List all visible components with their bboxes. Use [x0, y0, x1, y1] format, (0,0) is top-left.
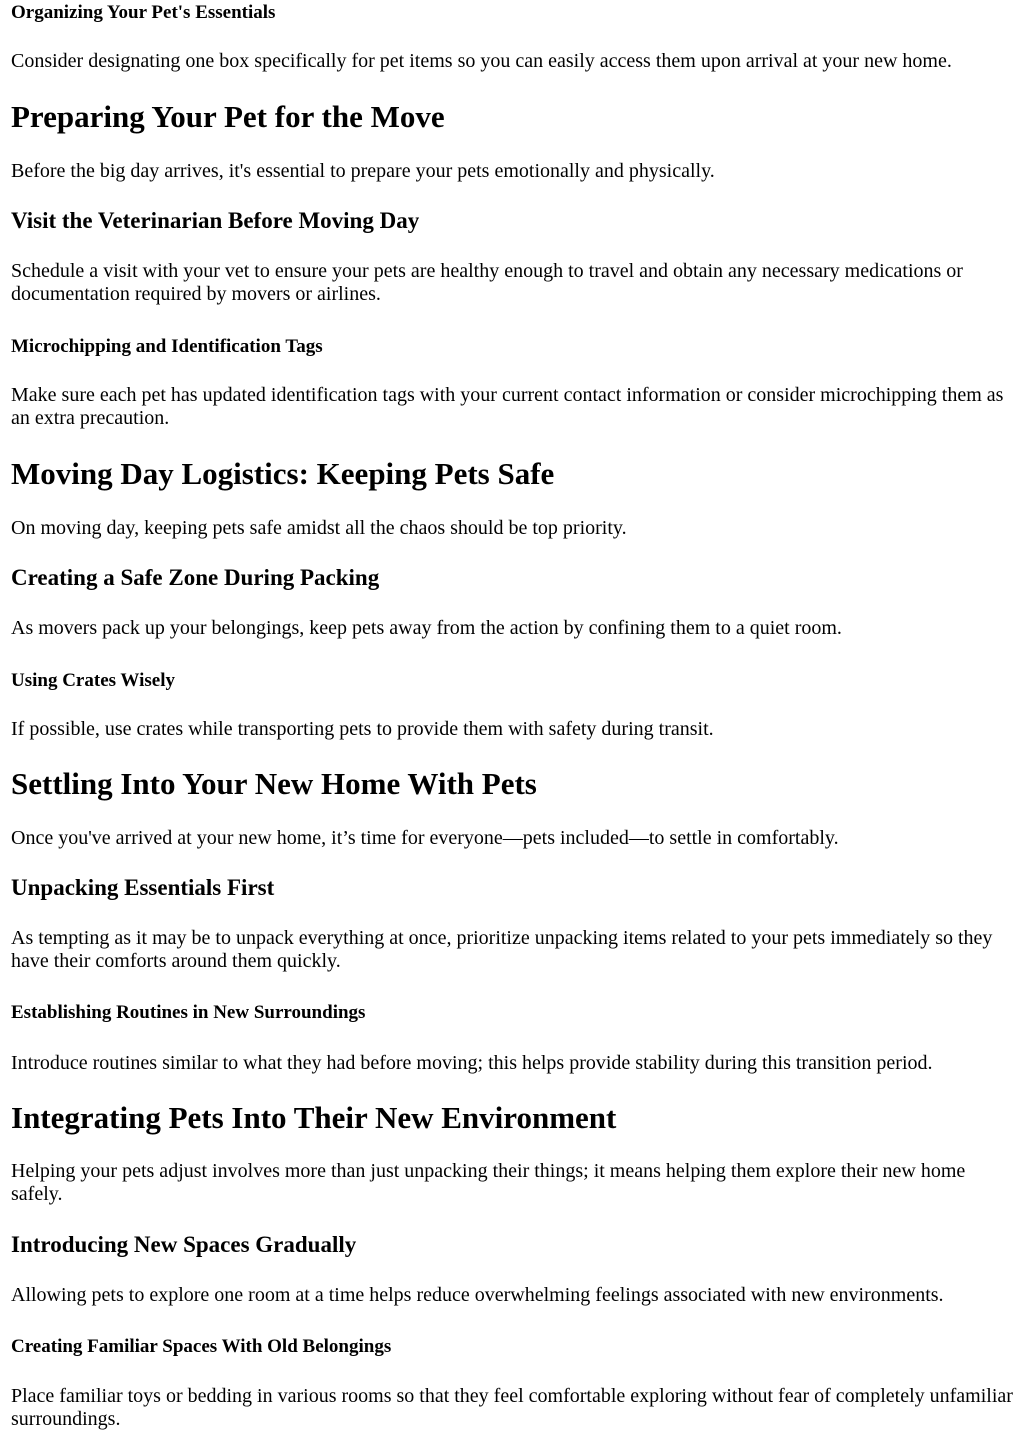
subheading-safe-zone: Creating a Safe Zone During Packing	[11, 565, 380, 590]
subheading-introducing-spaces: Introducing New Spaces Gradually	[11, 1232, 357, 1257]
paragraph-safe-zone: As movers pack up your belongings, keep pets away from the action by confining them to a quiet room.	[11, 617, 842, 639]
paragraph-establishing-routines: Introduce routines similar to what they had before moving; this helps provide stability during this transition period.	[11, 1052, 933, 1074]
paragraph-preparing-pet: Before the big day arrives, it's essential to prepare your pets emotionally and physically.	[11, 160, 715, 182]
subheading-establishing-routines: Establishing Routines in New Surroundings	[11, 1002, 366, 1023]
paragraph-moving-day-logistics: On moving day, keeping pets safe amidst all the chaos should be top priority.	[11, 517, 627, 539]
subheading-familiar-spaces: Creating Familiar Spaces With Old Belongings	[11, 1336, 392, 1357]
subheading-microchipping: Microchipping and Identification Tags	[11, 336, 323, 357]
paragraph-settling-in: Once you've arrived at your new home, it’s time for everyone—pets included—to settle in comfortably.	[11, 827, 839, 849]
paragraph-microchipping: Make sure each pet has updated identification tags with your current contact information or consider microchipping them as an extra precaution.	[11, 384, 1004, 429]
paragraph-integrating-pets: Helping your pets adjust involves more than just unpacking their things; it means helping them explore their new home safely.	[11, 1160, 966, 1205]
subheading-visit-vet: Visit the Veterinarian Before Moving Day	[11, 208, 420, 233]
paragraph-unpacking-essentials: As tempting as it may be to unpack everything at once, prioritize unpacking items related to your pets immediately so they have their comforts around them quickly.	[11, 927, 993, 972]
paragraph-using-crates: If possible, use crates while transporting pets to provide them with safety during transit.	[11, 718, 714, 740]
heading-settling-in: Settling Into Your New Home With Pets	[11, 766, 537, 801]
heading-moving-day-logistics: Moving Day Logistics: Keeping Pets Safe	[11, 456, 555, 491]
paragraph-familiar-spaces: Place familiar toys or bedding in various rooms so that they feel comfortable exploring without fear of completely unfamiliar surroundings.	[11, 1385, 1013, 1430]
subheading-organizing-essentials: Organizing Your Pet's Essentials	[11, 2, 276, 23]
heading-preparing-pet: Preparing Your Pet for the Move	[11, 99, 445, 134]
paragraph-visit-vet: Schedule a visit with your vet to ensure your pets are healthy enough to travel and obtain any necessary medications or documentation required by movers or airlines.	[11, 260, 963, 305]
paragraph-introducing-spaces: Allowing pets to explore one room at a time helps reduce overwhelming feelings associated with new environments.	[11, 1284, 944, 1306]
subheading-using-crates: Using Crates Wisely	[11, 670, 175, 691]
subheading-unpacking-essentials: Unpacking Essentials First	[11, 875, 275, 900]
paragraph-organizing-essentials: Consider designating one box specifically for pet items so you can easily access them upon arrival at your new home.	[11, 50, 952, 72]
heading-integrating-pets: Integrating Pets Into Their New Environment	[11, 1100, 617, 1135]
